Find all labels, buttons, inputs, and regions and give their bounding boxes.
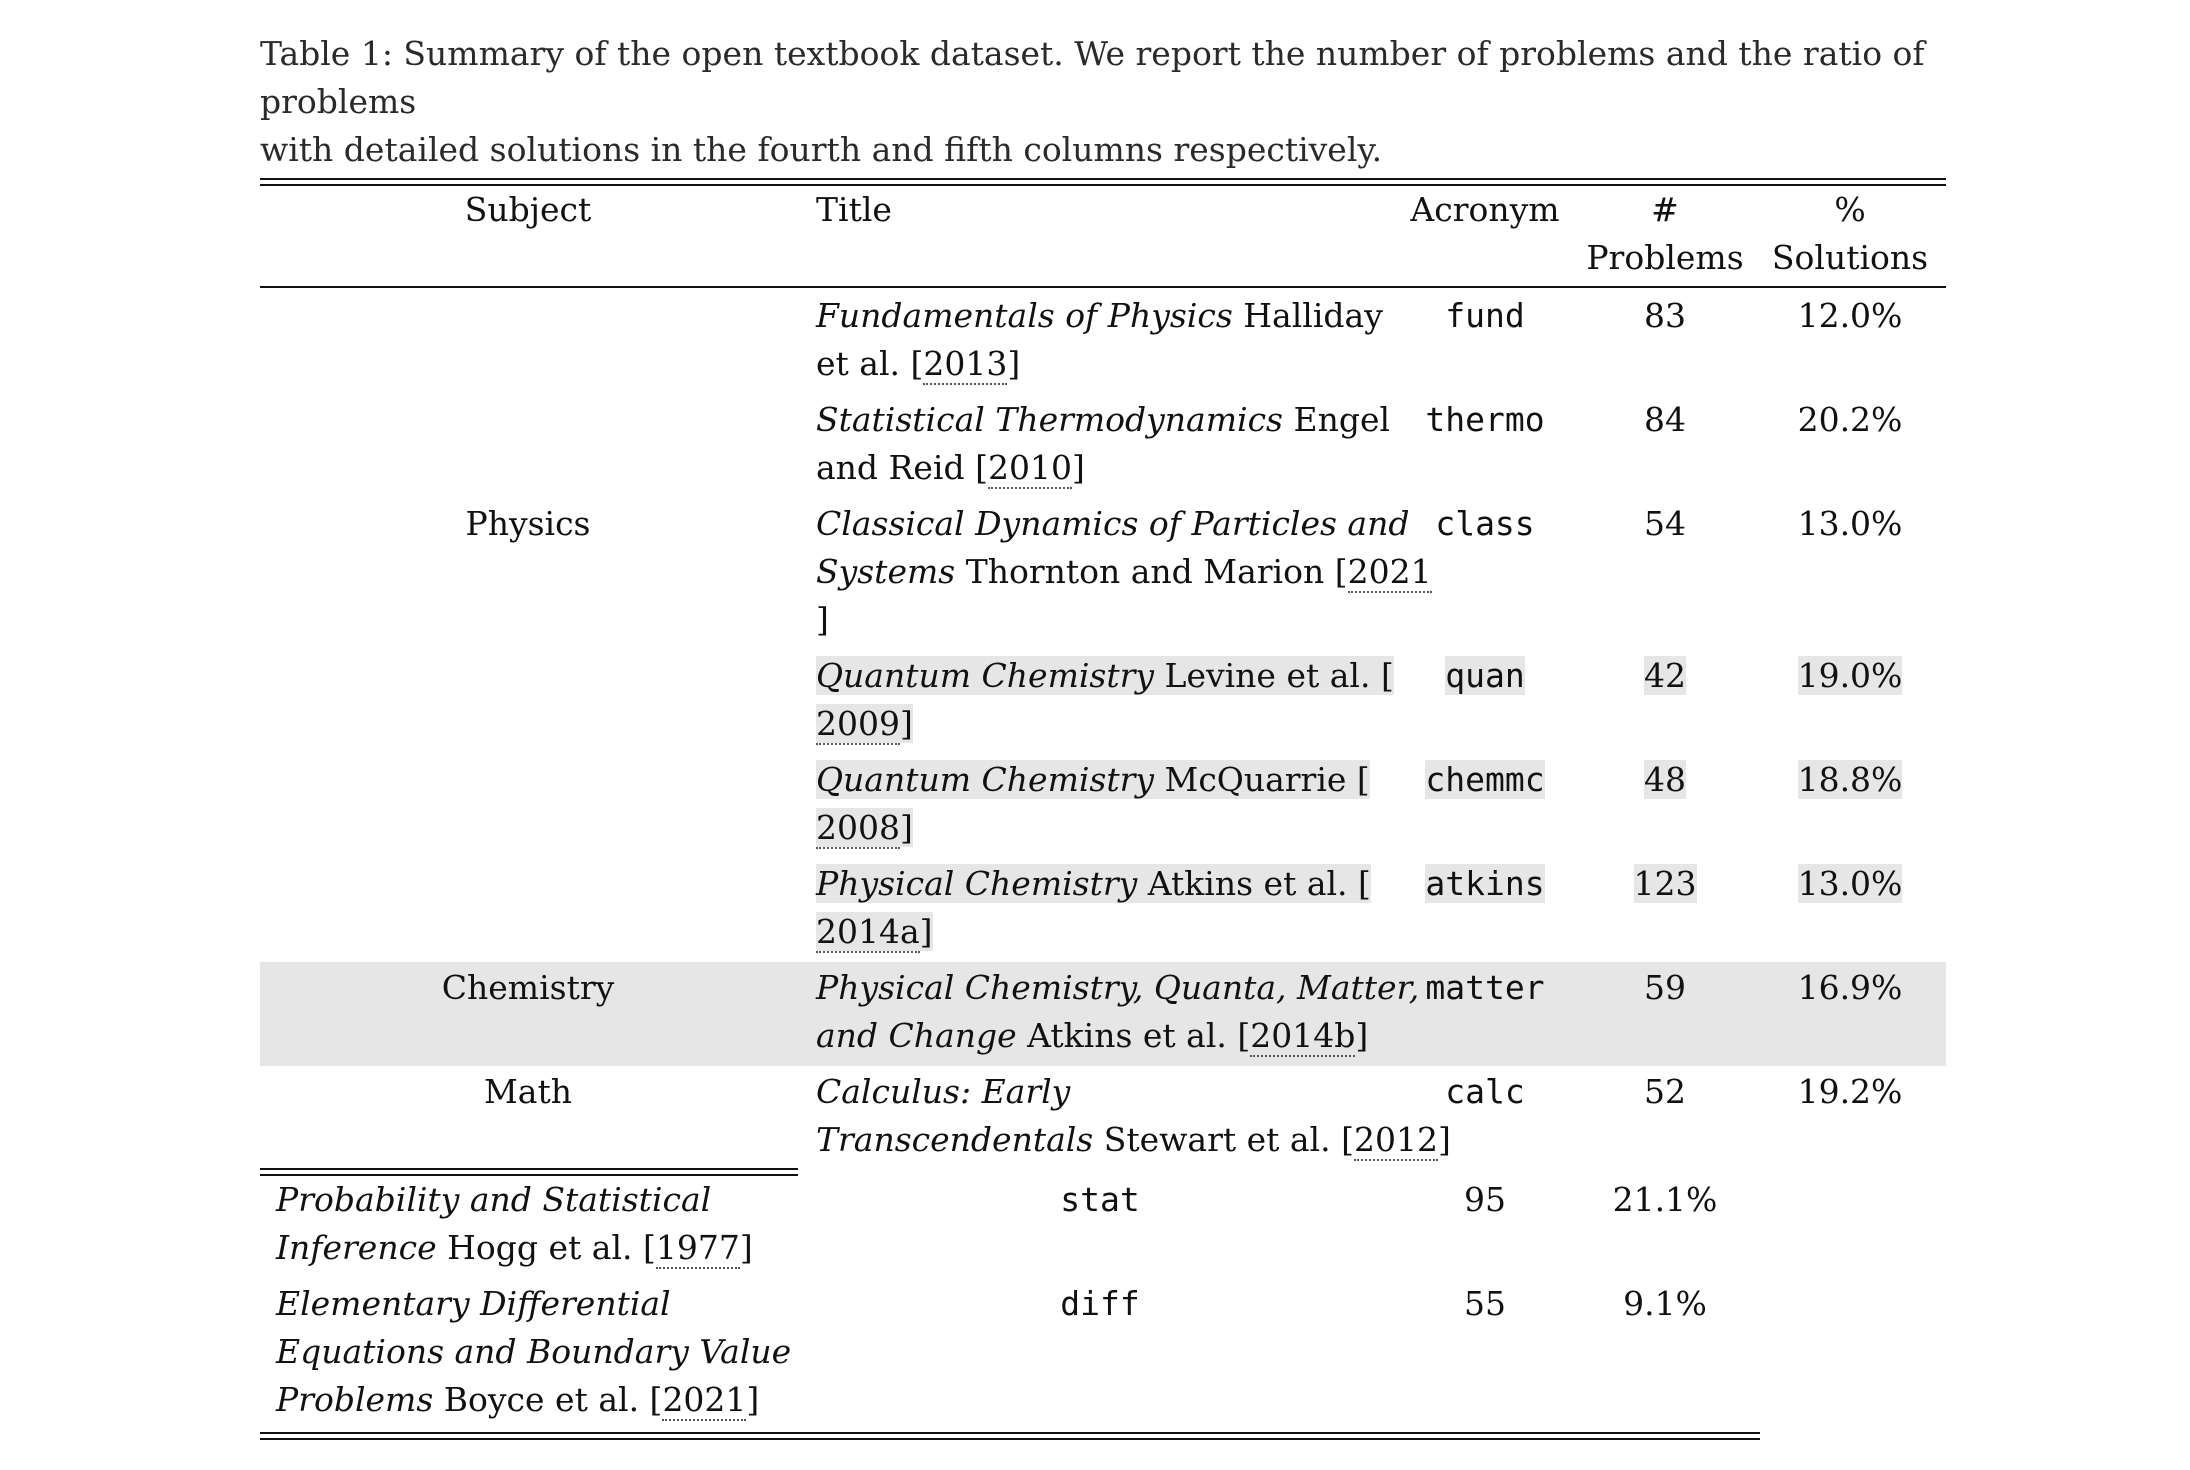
book-title: Probability and Statistical bbox=[276, 1180, 712, 1219]
acronym-cell bbox=[1400, 756, 1570, 804]
problems-text: 123 bbox=[1633, 864, 1697, 903]
problems-cell: 59 bbox=[1644, 968, 1686, 1007]
citation-link[interactable]: 2012 bbox=[1353, 1120, 1438, 1159]
citation-link[interactable]: 2009 bbox=[816, 704, 900, 743]
book-title: Quantum Chemistry bbox=[816, 760, 1155, 799]
citation-link[interactable]: 1977 bbox=[655, 1228, 740, 1267]
header-problems-symbol: # bbox=[1651, 190, 1679, 229]
citation-link[interactable]: 2021 bbox=[1347, 552, 1432, 591]
table-row-title-calc: Calculus: Early Transcendentals Stewart et al. [2012] bbox=[816, 1072, 1451, 1159]
book-authors: Hogg et al. bbox=[447, 1228, 633, 1267]
solutions-text: 13.0% bbox=[1797, 864, 1903, 903]
solutions-cell: 21.1% bbox=[1612, 1180, 1718, 1219]
book-title: Physical Chemistry bbox=[816, 864, 1138, 903]
solutions-text: 19.0% bbox=[1797, 656, 1903, 695]
acronym-text: atkins bbox=[1425, 864, 1545, 903]
book-title-cont: Systems bbox=[816, 552, 956, 591]
table-row-title-chemmc: Quantum Chemistry McQuarrie [ 2008] bbox=[816, 760, 1370, 847]
solutions-cell: 12.0% bbox=[1797, 296, 1903, 335]
mid-rule bbox=[260, 1168, 798, 1170]
book-title: Classical Dynamics of Particles and bbox=[816, 504, 1410, 543]
book-title-cont: Transcendentals bbox=[816, 1120, 1094, 1159]
acronym-cell: stat bbox=[1060, 1180, 1140, 1219]
header-subject: Subject bbox=[464, 190, 592, 229]
table-row-title-class: Classical Dynamics of Particles and Systems Thornton and Marion [2021 ] bbox=[816, 504, 1432, 639]
book-title: Calculus: Early bbox=[816, 1072, 1071, 1111]
subject-math: Math bbox=[484, 1072, 572, 1111]
acronym-text: quan bbox=[1445, 656, 1525, 695]
problems-cell: 54 bbox=[1644, 504, 1686, 543]
table-row-title-stat: Probability and Statistical Inference Hogg et al. [1977] bbox=[276, 1180, 753, 1267]
top-rule bbox=[260, 178, 1946, 180]
table-row-title-diff: Elementary Differential Equations and Boundary Value Problems Boyce et al. [2021] bbox=[276, 1284, 792, 1419]
book-title-cont: and Change bbox=[816, 1016, 1017, 1055]
book-authors: et al. bbox=[816, 344, 900, 383]
book-title: Quantum Chemistry bbox=[816, 656, 1155, 695]
solutions-cell: 20.2% bbox=[1797, 400, 1903, 439]
table-row-title-thermo: Statistical Thermodynamics Engel and Reid [2010] bbox=[816, 400, 1391, 487]
solutions-cell bbox=[1770, 756, 1930, 804]
citation-link[interactable]: 2021 bbox=[662, 1380, 747, 1419]
problems-cell: 83 bbox=[1644, 296, 1686, 335]
citation-link[interactable]: 2013 bbox=[923, 344, 1008, 383]
acronym-cell: calc bbox=[1445, 1072, 1525, 1111]
book-authors: Boyce et al. bbox=[443, 1380, 640, 1419]
acronym-cell bbox=[1400, 652, 1570, 700]
book-authors: McQuarrie bbox=[1164, 760, 1347, 799]
book-authors: Atkins et al. bbox=[1147, 864, 1348, 903]
problems-cell bbox=[1580, 860, 1750, 908]
book-title-cont: Problems bbox=[276, 1380, 434, 1419]
acronym-cell: matter bbox=[1425, 968, 1545, 1007]
problems-cell: 52 bbox=[1644, 1072, 1686, 1111]
acronym-cell: thermo bbox=[1425, 400, 1545, 439]
acronym-cell bbox=[1400, 860, 1570, 908]
book-authors: Atkins et al. bbox=[1027, 1016, 1227, 1055]
acronym-text: chemmc bbox=[1425, 760, 1545, 799]
bottom-rule-second bbox=[260, 1438, 1760, 1440]
table-row-title-quan: Quantum Chemistry Levine et al. [ 2009] bbox=[816, 656, 1394, 743]
header-solutions-symbol: % bbox=[1834, 190, 1866, 229]
table-row-title-fund: Fundamentals of Physics Halliday et al. [2013] bbox=[816, 296, 1383, 383]
acronym-cell: fund bbox=[1445, 296, 1525, 335]
solutions-cell bbox=[1770, 860, 1930, 908]
table-row-title-atkins: Physical Chemistry Atkins et al. [ 2014a] bbox=[816, 864, 1371, 951]
header-solutions-label: Solutions bbox=[1771, 238, 1929, 277]
problems-text: 42 bbox=[1644, 656, 1686, 695]
header-acronym: Acronym bbox=[1410, 190, 1560, 229]
problems-text: 48 bbox=[1644, 760, 1686, 799]
citation-link[interactable]: 2014b bbox=[1250, 1016, 1356, 1055]
book-authors: Thornton and Marion bbox=[965, 552, 1325, 591]
solutions-cell: 19.2% bbox=[1797, 1072, 1903, 1111]
header-problems-label: Problems bbox=[1586, 238, 1744, 277]
solutions-cell: 16.9% bbox=[1797, 968, 1903, 1007]
problems-cell: 55 bbox=[1464, 1284, 1506, 1323]
solutions-cell bbox=[1770, 652, 1930, 700]
caption-line-1: Table 1: Summary of the open textbook dataset. We report the number of problems and the ratio of problems bbox=[260, 34, 1925, 121]
table-caption bbox=[260, 30, 1950, 174]
book-title-cont: Equations and Boundary Value bbox=[276, 1332, 792, 1371]
book-title: Elementary Differential bbox=[276, 1284, 671, 1323]
citation-link[interactable]: 2008 bbox=[816, 808, 900, 847]
bottom-rule bbox=[260, 1432, 1760, 1434]
solutions-cell: 13.0% bbox=[1797, 504, 1903, 543]
book-authors: Engel bbox=[1293, 400, 1391, 439]
subject-physics: Physics bbox=[465, 504, 591, 543]
solutions-cell: 9.1% bbox=[1623, 1284, 1707, 1323]
book-title-cont: Inference bbox=[276, 1228, 437, 1267]
header-rule bbox=[260, 286, 1946, 288]
acronym-cell: diff bbox=[1060, 1284, 1140, 1323]
book-title: Statistical Thermodynamics bbox=[816, 400, 1283, 439]
caption-line-2: with detailed solutions in the fourth and fifth columns respectively. bbox=[260, 130, 1383, 169]
citation-link[interactable]: 2014a bbox=[816, 912, 920, 951]
problems-cell: 84 bbox=[1644, 400, 1686, 439]
header-title: Title bbox=[816, 190, 892, 229]
solutions-text: 18.8% bbox=[1797, 760, 1903, 799]
problems-cell: 95 bbox=[1464, 1180, 1506, 1219]
problems-cell bbox=[1580, 756, 1750, 804]
subject-chemistry: Chemistry bbox=[441, 968, 615, 1007]
problems-cell bbox=[1580, 652, 1750, 700]
book-authors: Halliday bbox=[1243, 296, 1383, 335]
acronym-cell: class bbox=[1435, 504, 1535, 543]
book-authors: Stewart et al. bbox=[1103, 1120, 1331, 1159]
table-row-title-matter: Physical Chemistry, Quanta, Matter, and Change Atkins et al. [2014b] bbox=[816, 968, 1420, 1055]
book-title: Fundamentals of Physics bbox=[816, 296, 1233, 335]
book-authors: Levine et al. bbox=[1164, 656, 1371, 695]
book-authors: and Reid bbox=[816, 448, 965, 487]
book-title: Physical Chemistry, Quanta, Matter, bbox=[816, 968, 1420, 1007]
citation-link[interactable]: 2010 bbox=[987, 448, 1072, 487]
